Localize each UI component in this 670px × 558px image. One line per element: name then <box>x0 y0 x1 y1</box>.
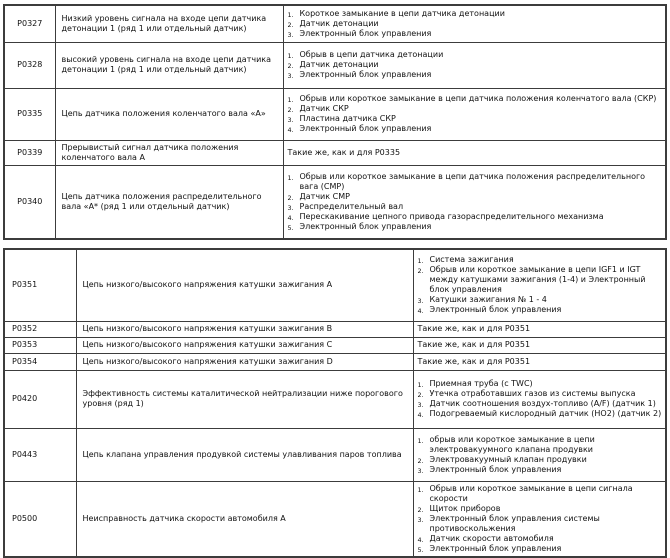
dtc-description: Цепь низкого/высокого напряжения катушки зажигания С <box>76 337 413 353</box>
cause-item: Распределительный вал <box>299 201 404 211</box>
cause-item: Датчик СМР <box>299 191 350 201</box>
causes-list <box>288 9 663 39</box>
dtc-description: Эффективность системы каталитической нейтрализации ниже порогового уровня (ряд 1) <box>76 370 413 428</box>
cause-item: Электронный блок управления <box>299 124 432 133</box>
dtc-causes <box>413 428 666 481</box>
table-row <box>4 481 666 557</box>
dtc-description: Цепь датчика положения распределительного вала «А* (ряд 1 или отдельный датчик) <box>55 165 283 239</box>
dtc-causes: Такие же, как и для P0351 <box>413 337 666 353</box>
dtc-description: Цепь клапана управления продувкой системы улавливания паров топлива <box>76 428 413 481</box>
cause-item: Электронный блок управления <box>429 543 562 553</box>
cause-item: Датчик детонации <box>299 60 379 69</box>
cause-item: Электронный блок управления <box>299 28 432 38</box>
dtc-causes <box>283 165 666 239</box>
table-row <box>4 249 666 321</box>
causes-list <box>418 255 663 315</box>
cause-item: Электронный блок управления <box>299 221 432 231</box>
cause-item: Электронный блок управления системы противоскольжения <box>429 513 600 533</box>
dtc-description: Цепь низкого/высокого напряжения катушки зажигания D <box>76 353 413 370</box>
cause-item: Перескакивание цепного привода газораспределительного механизма <box>299 211 604 221</box>
dtc-causes: Такие же, как и для P0351 <box>413 353 666 370</box>
cause-item: обрыв или короткое замыкание в цепи электровакуумного клапана продувки <box>429 434 595 454</box>
causes-list <box>418 484 663 554</box>
dtc-code: P0353 <box>4 337 76 353</box>
dtc-code: P0335 <box>4 88 55 140</box>
dtc-description: Низкий уровень сигнала на входе цепи датчика детонации 1 (ряд 1 или отдельный датчик) <box>55 5 283 42</box>
dtc-table-p0351-p0500 <box>3 248 667 558</box>
dtc-description: Прерывистый сигнал датчика положения коленчатого вала А <box>55 140 283 165</box>
cause-item: Электронный блок управления <box>429 464 562 474</box>
dtc-code: P0352 <box>4 321 76 337</box>
cause-item: Обрыв или короткое замыкание в цепи датчика положения распределительного вага (СМР) <box>299 171 646 191</box>
causes-list <box>418 435 663 475</box>
cause-item: Электровакуумный клапан продувки <box>429 454 587 464</box>
dtc-table-p0327-p0340 <box>3 4 667 240</box>
causes-list <box>288 50 663 80</box>
table-row <box>4 140 666 165</box>
table-row <box>4 5 666 42</box>
dtc-code: P0420 <box>4 370 76 428</box>
cause-item: Обрыв или короткое замыкание в цепи IGF1 и IGT между катушками зажигания (1-4) и Электронный блок управления <box>429 265 646 295</box>
cause-item: Пластина датчика СКР <box>299 114 396 123</box>
table-row <box>4 428 666 481</box>
dtc-description: высокий уровень сигнала на входе цепи датчика детонации 1 (ряд 1 или отдельный датчик) <box>55 42 283 88</box>
cause-item: Приемная труба (с TWC) <box>429 379 533 388</box>
dtc-code: P0351 <box>4 249 76 321</box>
dtc-causes: Такие же, как и для P0351 <box>413 321 666 337</box>
cause-item: Электронный блок управления <box>429 305 562 315</box>
cause-item: Подогреваемый кислородный датчик (HO2) (датчик 2) <box>429 409 662 418</box>
dtc-causes <box>283 5 666 42</box>
dtc-description: Неисправность датчика скорости автомобиля А <box>76 481 413 557</box>
cause-item: Датчик соотношения воздух-топливо (A/F) (датчик 1) <box>429 399 656 408</box>
cause-item: Щиток приборов <box>429 503 501 513</box>
cause-item: Обрыв или короткое замыкание в цепи сигнала скорости <box>429 483 633 503</box>
table-row <box>4 337 666 353</box>
dtc-code: P0328 <box>4 42 55 88</box>
cause-item: Утечка отработавших газов из системы выпуска <box>429 389 636 398</box>
cause-item: Обрыв в цепи датчика детонации <box>299 50 444 59</box>
cause-item: Обрыв или короткое замыкание в цепи датчика положения коленчатого вала (СКР) <box>299 94 657 103</box>
cause-item: Датчик СКР <box>299 104 349 113</box>
dtc-code: P0327 <box>4 5 55 42</box>
cause-item: Короткое замыкание в цепи датчика детонации <box>299 8 505 18</box>
causes-list <box>288 172 663 232</box>
dtc-causes <box>283 42 666 88</box>
cause-item: Система зажигания <box>429 255 514 265</box>
dtc-code: P0443 <box>4 428 76 481</box>
dtc-description: Цепь низкого/высокого напряжения катушки зажигания А <box>76 249 413 321</box>
table-row <box>4 42 666 88</box>
dtc-description: Цепь низкого/высокого напряжения катушки зажигания В <box>76 321 413 337</box>
dtc-code: P0340 <box>4 165 55 239</box>
causes-list <box>418 379 663 419</box>
dtc-description: Цепь датчика положения коленчатого вала «А» <box>55 88 283 140</box>
cause-item: Электронный блок управления <box>299 70 432 79</box>
dtc-causes <box>283 88 666 140</box>
cause-item: Датчик детонации <box>299 18 379 28</box>
cause-item: Датчик скорости автомобиля <box>429 533 554 543</box>
table-row <box>4 321 666 337</box>
dtc-code: P0354 <box>4 353 76 370</box>
dtc-causes: Такие же, как и для P0335 <box>283 140 666 165</box>
dtc-causes <box>413 481 666 557</box>
dtc-causes <box>413 370 666 428</box>
table-row <box>4 88 666 140</box>
table-row <box>4 370 666 428</box>
dtc-code: P0500 <box>4 481 76 557</box>
causes-list <box>288 94 663 134</box>
table-row <box>4 353 666 370</box>
cause-item: Катушки зажигания № 1 - 4 <box>429 295 547 305</box>
table-row <box>4 165 666 239</box>
dtc-causes <box>413 249 666 321</box>
dtc-code: P0339 <box>4 140 55 165</box>
